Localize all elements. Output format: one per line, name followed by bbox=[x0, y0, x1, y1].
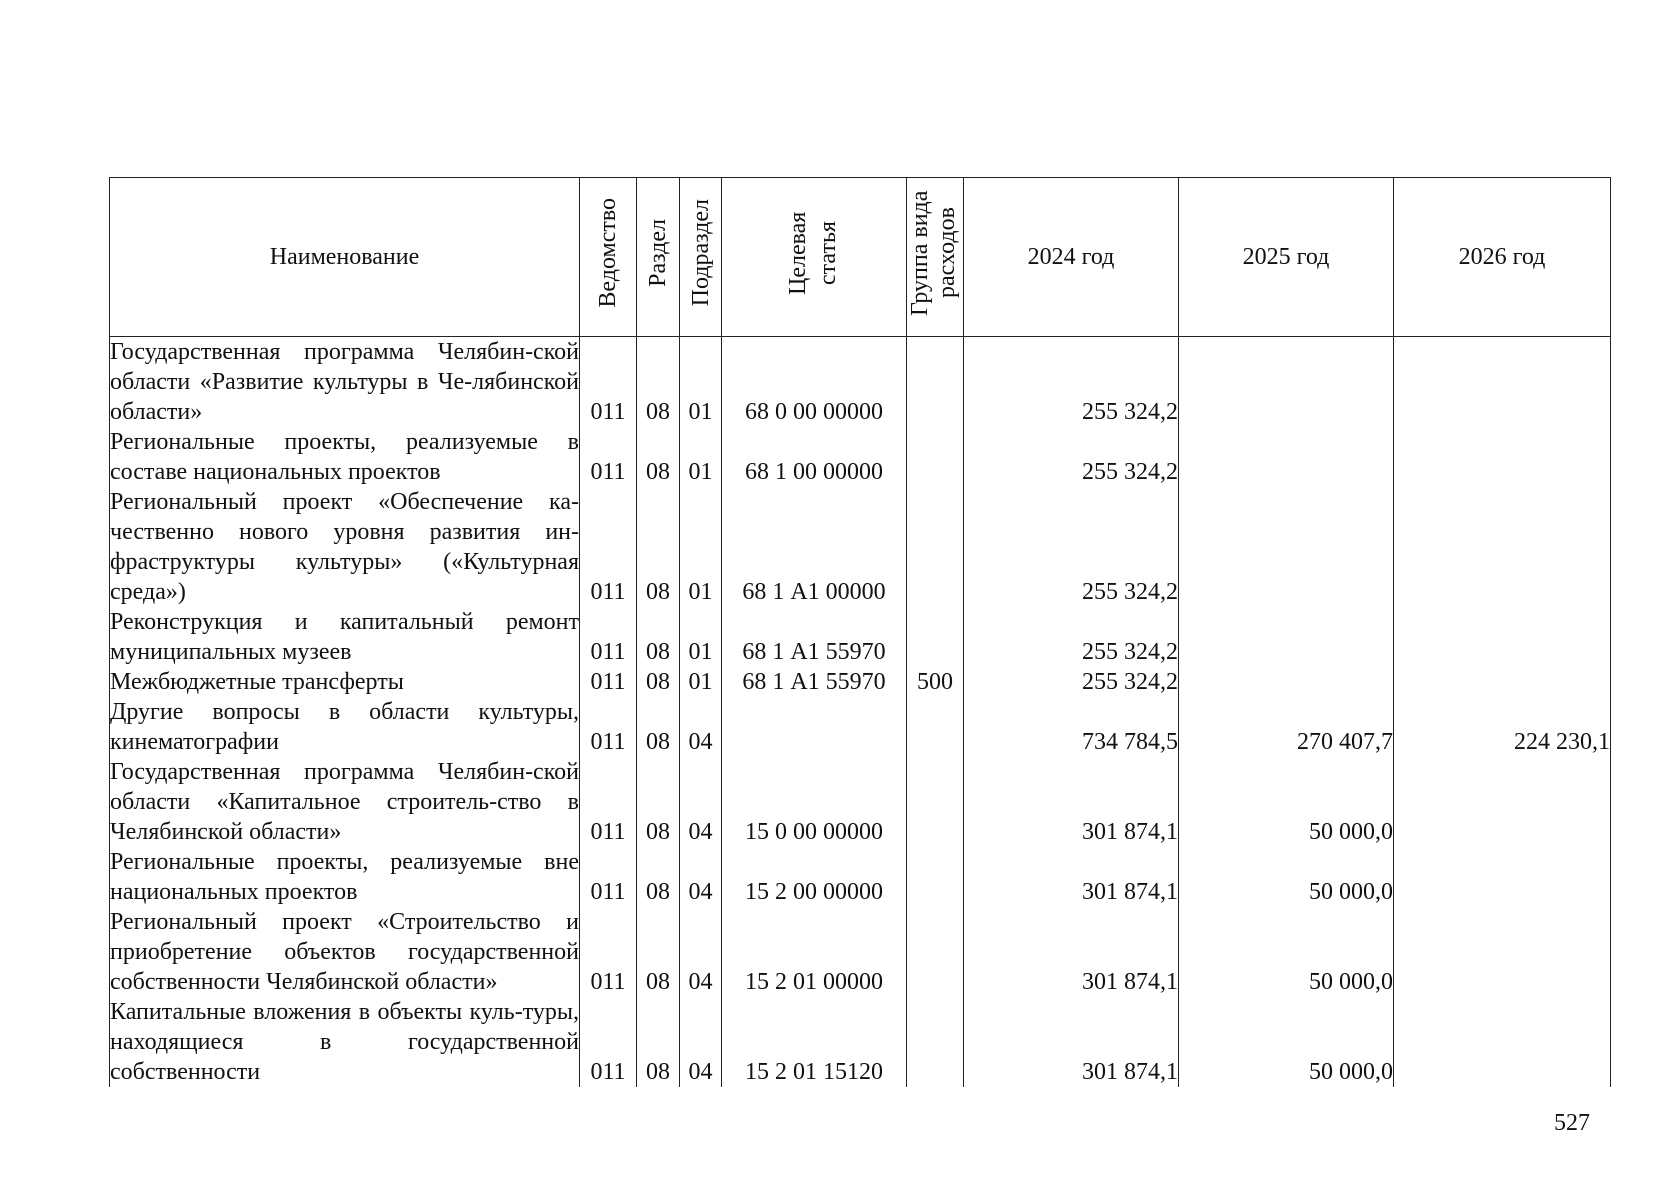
header-name: Наименование bbox=[110, 178, 580, 337]
row-2026 bbox=[1394, 667, 1611, 697]
row-gruppa bbox=[907, 907, 964, 997]
row-gruppa bbox=[907, 847, 964, 907]
row-gruppa bbox=[907, 427, 964, 487]
row-2024: 734 784,5 bbox=[964, 697, 1179, 757]
header-gruppa-vida-rashodov: Группа вида расходов bbox=[907, 178, 964, 337]
row-vedomstvo: 011 bbox=[580, 427, 637, 487]
row-2025: 270 407,7 bbox=[1179, 697, 1394, 757]
row-gruppa bbox=[907, 757, 964, 847]
row-name: Региональный проект «Строительство и приобретение объектов государственной собственности Челябинской области» bbox=[110, 909, 579, 995]
table-row bbox=[110, 757, 1611, 847]
row-podrazdel: 04 bbox=[680, 907, 722, 997]
row-vedomstvo: 011 bbox=[580, 487, 637, 607]
row-2024: 255 324,2 bbox=[964, 427, 1179, 487]
row-celevaya-statya: 15 2 01 15120 bbox=[722, 997, 907, 1087]
row-2024: 301 874,1 bbox=[964, 757, 1179, 847]
row-2026 bbox=[1394, 907, 1611, 997]
row-2025 bbox=[1179, 337, 1394, 428]
row-celevaya-statya: 15 2 00 00000 bbox=[722, 847, 907, 907]
row-name: Региональные проекты, реализуемые вне национальных проектов bbox=[110, 849, 579, 905]
header-razdel: Раздел bbox=[637, 178, 680, 337]
row-2026 bbox=[1394, 997, 1611, 1087]
row-vedomstvo: 011 bbox=[580, 757, 637, 847]
row-name: Другие вопросы в области культуры, кинематографии bbox=[110, 699, 579, 755]
header-2024: 2024 год bbox=[964, 178, 1179, 337]
header-2025: 2025 год bbox=[1179, 178, 1394, 337]
row-name: Региональные проекты, реализуемые в составе национальных проектов bbox=[110, 429, 579, 485]
row-podrazdel: 04 bbox=[680, 697, 722, 757]
table-row bbox=[110, 847, 1611, 907]
row-name: Капитальные вложения в объекты куль-туры, находящиеся в государственной собственности bbox=[110, 999, 579, 1085]
row-vedomstvo: 011 bbox=[580, 907, 637, 997]
row-2025: 50 000,0 bbox=[1179, 907, 1394, 997]
row-2024: 255 324,2 bbox=[964, 607, 1179, 667]
table-row bbox=[110, 487, 1611, 607]
row-gruppa bbox=[907, 997, 964, 1087]
row-razdel: 08 bbox=[637, 487, 680, 607]
row-vedomstvo: 011 bbox=[580, 697, 637, 757]
row-podrazdel: 01 bbox=[680, 667, 722, 697]
row-razdel: 08 bbox=[637, 757, 680, 847]
header-podrazdel: Подраздел bbox=[680, 178, 722, 337]
row-podrazdel: 04 bbox=[680, 997, 722, 1087]
row-celevaya-statya: 68 1 00 00000 bbox=[722, 427, 907, 487]
row-vedomstvo: 011 bbox=[580, 337, 637, 428]
page-number: 527 bbox=[1554, 1110, 1590, 1136]
row-gruppa: 500 bbox=[907, 667, 964, 697]
row-celevaya-statya: 68 1 А1 55970 bbox=[722, 667, 907, 697]
row-celevaya-statya: 68 0 00 00000 bbox=[722, 337, 907, 428]
row-2025 bbox=[1179, 667, 1394, 697]
row-name: Межбюджетные трансферты bbox=[110, 667, 580, 697]
row-2025: 50 000,0 bbox=[1179, 997, 1394, 1087]
row-2025 bbox=[1179, 427, 1394, 487]
row-razdel: 08 bbox=[637, 697, 680, 757]
row-podrazdel: 04 bbox=[680, 757, 722, 847]
row-celevaya-statya: 15 2 01 00000 bbox=[722, 907, 907, 997]
row-2024: 255 324,2 bbox=[964, 667, 1179, 697]
row-2025 bbox=[1179, 607, 1394, 667]
row-podrazdel: 01 bbox=[680, 607, 722, 667]
row-celevaya-statya: 15 0 00 00000 bbox=[722, 757, 907, 847]
row-podrazdel: 01 bbox=[680, 487, 722, 607]
header-vedomstvo: Ведомство bbox=[580, 178, 637, 337]
row-2026 bbox=[1394, 427, 1611, 487]
header-2026: 2026 год bbox=[1394, 178, 1611, 337]
row-2026 bbox=[1394, 757, 1611, 847]
row-razdel: 08 bbox=[637, 907, 680, 997]
row-2024: 255 324,2 bbox=[964, 337, 1179, 428]
row-2026 bbox=[1394, 847, 1611, 907]
table-row bbox=[110, 907, 1611, 997]
table-header-row bbox=[110, 178, 1611, 337]
row-razdel: 08 bbox=[637, 667, 680, 697]
row-2026 bbox=[1394, 337, 1611, 428]
row-vedomstvo: 011 bbox=[580, 997, 637, 1087]
row-celevaya-statya: 68 1 А1 00000 bbox=[722, 487, 907, 607]
row-2024: 255 324,2 bbox=[964, 487, 1179, 607]
row-celevaya-statya: 68 1 А1 55970 bbox=[722, 607, 907, 667]
row-celevaya-statya bbox=[722, 697, 907, 757]
row-name: Реконструкция и капитальный ремонт муниципальных музеев bbox=[110, 609, 579, 665]
row-name: Государственная программа Челябин-ской области «Развитие культуры в Че-лябинской области» bbox=[110, 337, 580, 428]
row-razdel: 08 bbox=[637, 847, 680, 907]
row-2024: 301 874,1 bbox=[964, 907, 1179, 997]
row-vedomstvo: 011 bbox=[580, 667, 637, 697]
row-name: Региональный проект «Обеспечение ка-чественно нового уровня развития ин-фраструктуры культуры» («Культурная среда») bbox=[110, 489, 579, 605]
table-row bbox=[110, 607, 1611, 667]
row-name: Государственная программа Челябин-ской области «Капитальное строитель-ство в Челябинской области» bbox=[110, 759, 579, 845]
row-gruppa bbox=[907, 487, 964, 607]
table-row bbox=[110, 997, 1611, 1087]
row-podrazdel: 01 bbox=[680, 427, 722, 487]
row-2026 bbox=[1394, 487, 1611, 607]
row-2025 bbox=[1179, 487, 1394, 607]
row-2026 bbox=[1394, 607, 1611, 667]
row-2024: 301 874,1 bbox=[964, 997, 1179, 1087]
header-celevaya-statya: Целевая статья bbox=[722, 178, 907, 337]
row-2026: 224 230,1 bbox=[1394, 697, 1611, 757]
row-razdel: 08 bbox=[637, 607, 680, 667]
row-razdel: 08 bbox=[637, 997, 680, 1087]
row-razdel: 08 bbox=[637, 427, 680, 487]
row-2025: 50 000,0 bbox=[1179, 847, 1394, 907]
row-gruppa bbox=[907, 607, 964, 667]
table-row bbox=[110, 697, 1611, 757]
table-row bbox=[110, 337, 1611, 428]
row-podrazdel: 04 bbox=[680, 847, 722, 907]
table-row bbox=[110, 667, 1611, 697]
row-vedomstvo: 011 bbox=[580, 847, 637, 907]
row-2024: 301 874,1 bbox=[964, 847, 1179, 907]
table-row bbox=[110, 427, 1611, 487]
budget-table bbox=[109, 177, 1611, 1087]
row-podrazdel: 01 bbox=[680, 337, 722, 428]
row-gruppa bbox=[907, 337, 964, 428]
row-2025: 50 000,0 bbox=[1179, 757, 1394, 847]
row-vedomstvo: 011 bbox=[580, 607, 637, 667]
row-razdel: 08 bbox=[637, 337, 680, 428]
row-gruppa bbox=[907, 697, 964, 757]
